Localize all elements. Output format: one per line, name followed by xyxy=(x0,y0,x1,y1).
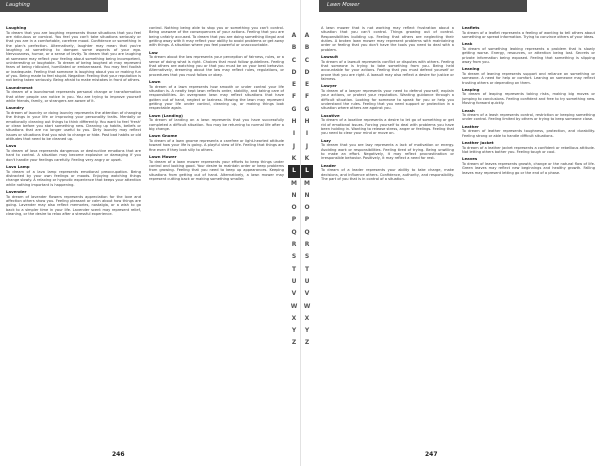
entry-definition: To dream of leaves represents growth, change or the natural flow of life. Green leaves may reflect new beginnings and healthy growth. Falling leaves may represent letting go or the end of a phase. xyxy=(462,161,595,175)
alphabet-tab-j[interactable]: J xyxy=(292,142,296,150)
dictionary-entry xyxy=(462,125,595,138)
entry-definition: To dream of landing on a lawn represents that you have successfully completed a difficult situation. You may be returning to normal life after a big change. xyxy=(149,118,284,131)
entry-definition: To dream that you are lazy represents a lack of motivation or energy. Avoiding work or responsibilities. Feeling tired of trying. Being unwilling to make an effort. Negatively, it may reflect procrastination or irresponsible behavior. Positively, it may reflect a need for rest. xyxy=(321,143,454,161)
alphabet-tab-z[interactable]: Z xyxy=(291,339,297,347)
alphabet-tab-q[interactable]: Q xyxy=(304,228,310,236)
alphabet-tab-h[interactable]: H xyxy=(304,118,310,126)
entry-term: Lazy xyxy=(321,137,331,143)
entry-definition: To dream of leaping represents taking risks, making big moves or jumping to conclusions. Feeling confident and free to try something new. Moving forward quickly. xyxy=(462,92,595,106)
alphabet-tab-l[interactable]: L xyxy=(288,165,300,177)
entry-term: Law xyxy=(149,49,158,55)
alphabet-tab-v[interactable]: V xyxy=(304,290,310,298)
dictionary-entry xyxy=(6,86,141,104)
entry-definition: To dream of a leaflet represents a feeling of wanting to tell others about something or spread information. Trying to convince others of your ideas. xyxy=(462,30,595,39)
alphabet-tab-y[interactable]: Y xyxy=(291,327,297,335)
alphabet-tab-x[interactable]: X xyxy=(291,314,297,322)
left-columns xyxy=(6,26,284,448)
alphabet-tab-i[interactable]: I xyxy=(292,130,296,138)
alphabet-tab-d[interactable]: D xyxy=(304,68,310,76)
alphabet-tab-i[interactable]: I xyxy=(305,130,309,138)
left-alphabet-tabs xyxy=(288,30,300,350)
entry-term: Leather Jacket xyxy=(462,140,494,146)
entry-definition: To dream of a leather jacket represents a confident or rebellious attitude. Not letting others bother you. Feeling tough or cool. xyxy=(462,145,595,154)
entry-term: Lawn (Landing) xyxy=(149,112,183,118)
entry-term: Leaves xyxy=(462,156,478,162)
alphabet-tab-w[interactable]: W xyxy=(290,302,298,310)
entry-definition: To dream of laundry or doing laundry represents the attention of changing the things in your life or improving your personality traits. Mentally or emotionally cleaning out things to think differently. You want to feel 'fresh' or clean before you start something new. Cleaning up habits, beliefs or situations that are no longer useful to you. Dirty laundry may reflect issues or situations that you wish to change or hide. Past bad habits or old attitudes that need to be cleaned up. xyxy=(6,110,141,141)
entry-definition: To dream of a lava lamp represents emotional preoccupation. Being distracted by your own feelings or moods. Enjoying watching things change slowly. A relaxing or hypnotic experience that keeps your attention while nothing important is happening. xyxy=(6,169,141,187)
alphabet-tab-u[interactable]: U xyxy=(304,277,310,285)
dictionary-entry xyxy=(6,106,141,141)
entry-term: Laundromat xyxy=(6,84,33,90)
entry-term: Leader xyxy=(321,162,337,168)
alphabet-tab-r[interactable]: R xyxy=(304,241,310,249)
left-page-number: 246 xyxy=(112,451,125,458)
alphabet-tab-q[interactable]: Q xyxy=(291,228,297,236)
right-column-1 xyxy=(321,26,454,448)
alphabet-tab-u[interactable]: U xyxy=(291,277,297,285)
entry-term: Leaning xyxy=(462,66,480,72)
entry-term: Lawn Mower xyxy=(149,153,177,159)
alphabet-tab-l[interactable]: L xyxy=(301,165,313,177)
entry-definition: To dream of a leash represents control, restriction or keeping something under control. Feeling limited by others or trying to keep someone close. xyxy=(462,113,595,122)
dictionary-entry xyxy=(6,26,141,83)
entry-definition: A lawn mower that is not working may reflect frustration about a situation that you can't control. Things growing out of control. Responsibilities building up. Feeling that others are neglecting their duties. A broken lawn mower may represent problems with maintaining order or feeling that you don't have the tools you need to deal with a problem. xyxy=(321,26,454,52)
left-header-bar xyxy=(0,0,108,12)
entry-term: Laundry xyxy=(6,105,24,111)
entry-term: Lava Lamp xyxy=(6,163,30,169)
right-columns xyxy=(321,26,595,448)
left-column-2 xyxy=(149,26,284,448)
alphabet-tab-m[interactable]: M xyxy=(304,179,310,187)
entry-definition: To dream that you are laughing represents those situations that you feel are ridiculous or comical. You feel you can't take situations seriously or that you are in a comfortable, carefree mood. Confidence or something in the plan's perfection. Alternatively, laughter may mean that you're laughing at something to dampen some aspects of your ego. Nervousness, humor, or a sense of levity. To dream that you are laughing at someone may reflect your feeling about something being incompetent, uninteresting or laughable. To dream of being laughed at may represent fears of being ridiculed, humiliated or embarrassed. You may feel foolish or inadequate. Feeling that someone is laughing about you or making fun of you. Being made to feel stupid. Negative: Feeling that your reputation is not being taken seriously. Being afraid to make mistakes in front of others. xyxy=(6,30,141,83)
dictionary-entry xyxy=(462,88,595,106)
entry-definition: To dream about the law represents your perception of fairness, rules, or a sense of doing what is right. Choices that must follow guidelines. Feeling that others are watching you or that you must be on your best behavior. Alternatively, dreaming about the law may reflect rules, regulations, or procedures that you must follow or obey. xyxy=(149,55,284,77)
alphabet-tab-o[interactable]: O xyxy=(304,204,310,212)
alphabet-tab-d[interactable]: D xyxy=(291,68,297,76)
entry-definition: To dream of lava represents dangerous or destructive emotions that are hard to control. A situation may become explosive or damaging if you don't handle your feelings carefully. Feeling very angry or upset. xyxy=(6,148,141,162)
entry-term: Leaflets xyxy=(462,26,480,30)
dictionary-entry xyxy=(462,109,595,122)
dictionary-entry xyxy=(462,42,595,64)
entry-definition: control. Nothing being able to stop you or something you can't control. Being unaware of the consequences of your actions. Feeling that you are being unfairly accused. To dream that you are doing something illegal and getting away with it may reflect your ability to avoid problems or get away with things. A situation where you feel powerful or unaccountable. xyxy=(149,26,284,48)
dictionary-entry xyxy=(149,114,284,132)
alphabet-tab-t[interactable]: T xyxy=(291,265,297,273)
entry-term: Laughing xyxy=(6,26,27,30)
right-column-2 xyxy=(462,26,595,448)
entry-definition: To dream of a lawn mower represents your efforts to keep things under control and looking good. Your desire to maintain order or keep problems from growing. Feeling that you need to keep up appearances. Keeping situations from getting out of hand. Alternatively, a lawn mower may represent cutting back or making something smaller. xyxy=(149,159,284,181)
right-page-number: 247 xyxy=(425,451,438,458)
alphabet-tab-s[interactable]: S xyxy=(304,253,310,261)
entry-definition: To dream of a lawn gnome represents a carefree or light-hearted attitude toward how your life is going. A playful view of life. Feeling that things are fine even if they look silly to others. xyxy=(149,138,284,152)
dictionary-entry xyxy=(6,190,141,216)
alphabet-tab-b[interactable]: B xyxy=(291,44,297,52)
entry-definition: To dream of lavender flowers represents appreciation for the love and affection others show you. Feeling pleasant or calm about how things are going. Lavender may also reflect memories, nostalgia, or a wish to go back to a simpler time in your life. Lavender scent may represent relief, cleaning, or the desire to relax after a stressful experience. xyxy=(6,194,141,216)
alphabet-tab-g[interactable]: G xyxy=(291,105,297,113)
dictionary-entry xyxy=(149,134,284,152)
alphabet-tab-b[interactable]: B xyxy=(304,44,310,52)
right-page xyxy=(300,0,600,466)
right-running-header: Lawn Mower xyxy=(327,2,360,8)
right-alphabet-tabs xyxy=(301,30,313,350)
dictionary-entry xyxy=(149,80,284,111)
entry-definition: To dream of leaning represents support and reliance on something or someone. A need for help or comfort. Leaning on someone may reflect trusting others or depending on them. xyxy=(462,71,595,85)
alphabet-tab-x[interactable]: X xyxy=(304,314,310,322)
alphabet-tab-e[interactable]: E xyxy=(291,81,297,89)
dictionary-entry xyxy=(321,139,454,161)
alphabet-tab-r[interactable]: R xyxy=(291,241,297,249)
dictionary-entry xyxy=(149,155,284,181)
entry-term: Leash xyxy=(462,107,475,113)
alphabet-tab-p[interactable]: P xyxy=(291,216,297,224)
dictionary-entry xyxy=(462,141,595,154)
alphabet-tab-f[interactable]: F xyxy=(291,93,297,101)
entry-definition: To dream of something leaking represents a problem that is slowly getting worse. Energy, resources, or attention being lost. Secrets or private information being exposed. Feeling that something is slipping away from you. xyxy=(462,46,595,64)
entry-term: Leaping xyxy=(462,86,480,92)
alphabet-tab-h[interactable]: H xyxy=(291,118,297,126)
alphabet-tab-c[interactable]: C xyxy=(304,56,310,64)
entry-term: Lawsuit xyxy=(321,54,338,60)
alphabet-tab-m[interactable]: M xyxy=(291,179,297,187)
dictionary-entry xyxy=(321,84,454,110)
alphabet-tab-n[interactable]: N xyxy=(304,191,310,199)
entry-term: Lawn xyxy=(149,79,161,85)
dictionary-entry xyxy=(462,157,595,175)
alphabet-tab-s[interactable]: S xyxy=(291,253,297,261)
alphabet-tab-g[interactable]: G xyxy=(304,105,310,113)
alphabet-tab-v[interactable]: V xyxy=(291,290,297,298)
dictionary-entry xyxy=(321,164,454,182)
alphabet-tab-w[interactable]: W xyxy=(303,302,311,310)
entry-term: Lava xyxy=(6,143,17,149)
entry-definition: To dream of a lawsuit represents conflict or disputes with others. Feeling that someone is trying to take something from you. Being held accountable for your actions. Feeling that you must defend yourself or prove that you are right. A lawsuit may also reflect a desire for justice or fairness. xyxy=(321,59,454,82)
right-header-bar xyxy=(319,0,527,12)
alphabet-tab-a[interactable]: A xyxy=(304,32,310,39)
dictionary-entry xyxy=(321,55,454,81)
alphabet-tab-e[interactable]: E xyxy=(304,81,310,89)
alphabet-tab-z[interactable]: Z xyxy=(304,339,310,347)
alphabet-tab-j[interactable]: J xyxy=(305,142,309,150)
entry-term: Lawyer xyxy=(321,83,337,89)
dictionary-entry xyxy=(149,26,284,48)
dictionary-entry xyxy=(462,67,595,85)
entry-term: Leather xyxy=(462,123,479,129)
entry-definition: To dream of a laundromat represents personal change or transformation that other people can notice in you. You are trying to improve yourself while friends, family, or strangers are aware of it. xyxy=(6,90,141,103)
entry-term: Lavender xyxy=(6,188,27,194)
entry-definition: To dream of leather represents toughness, protection, and durability. Feeling strong or able to handle difficult situations. xyxy=(462,129,595,138)
dictionary-entry xyxy=(6,165,141,187)
alphabet-tab-a[interactable]: A xyxy=(291,32,297,39)
dictionary-entry xyxy=(6,144,141,162)
alphabet-tab-n[interactable]: N xyxy=(291,191,297,199)
entry-definition: To dream of a lawn represents how smooth or under control your life situation is. A neatly kept lawn reflects order, stability, and taking care of responsibilities. An overgrown lawn may reflect situations that have gotten out of hand, neglect or laziness. Mowing the lawn may represent getting your life under control, cleaning up, or making things look respectable again. xyxy=(149,84,284,111)
left-column-1 xyxy=(6,26,141,448)
alphabet-tab-p[interactable]: P xyxy=(304,216,310,224)
entry-term: Lawn Gnome xyxy=(149,133,178,139)
left-running-header: Laughing xyxy=(6,2,30,8)
entry-definition: To dream of a laxative represents a desire to let go of something or get rid of emotional issues. Forcing yourself to deal with problems you have been holding in. Wanting to release stress, anger or feelings. Feeling that you need to clear your mind or move on. xyxy=(321,118,454,136)
entry-term: Laxative xyxy=(321,112,340,118)
alphabet-tab-y[interactable]: Y xyxy=(304,327,310,335)
alphabet-tab-c[interactable]: C xyxy=(291,56,297,64)
dictionary-entry xyxy=(321,114,454,136)
alphabet-tab-k[interactable]: K xyxy=(291,154,297,162)
dictionary-entry xyxy=(321,26,454,52)
alphabet-tab-o[interactable]: O xyxy=(291,204,297,212)
alphabet-tab-f[interactable]: F xyxy=(304,93,310,101)
entry-term: Leak xyxy=(462,41,473,47)
alphabet-tab-k[interactable]: K xyxy=(304,154,310,162)
alphabet-tab-t[interactable]: T xyxy=(304,265,310,273)
dictionary-entry xyxy=(149,51,284,77)
dictionary-entry xyxy=(462,26,595,39)
entry-definition: To dream of a lawyer represents your need to defend yourself, explain your actions, or protect your reputation. Wanting guidance through a difficult situation. Looking for someone to speak for you or help you understand the rules. Feeling that you need support or protection in a situation where others are against you. xyxy=(321,88,454,111)
entry-definition: To dream of a leader represents your ability to take charge, make decisions, and influence others. Confidence, authority, and responsibility. The part of you that is in control of a situation. xyxy=(321,168,454,181)
